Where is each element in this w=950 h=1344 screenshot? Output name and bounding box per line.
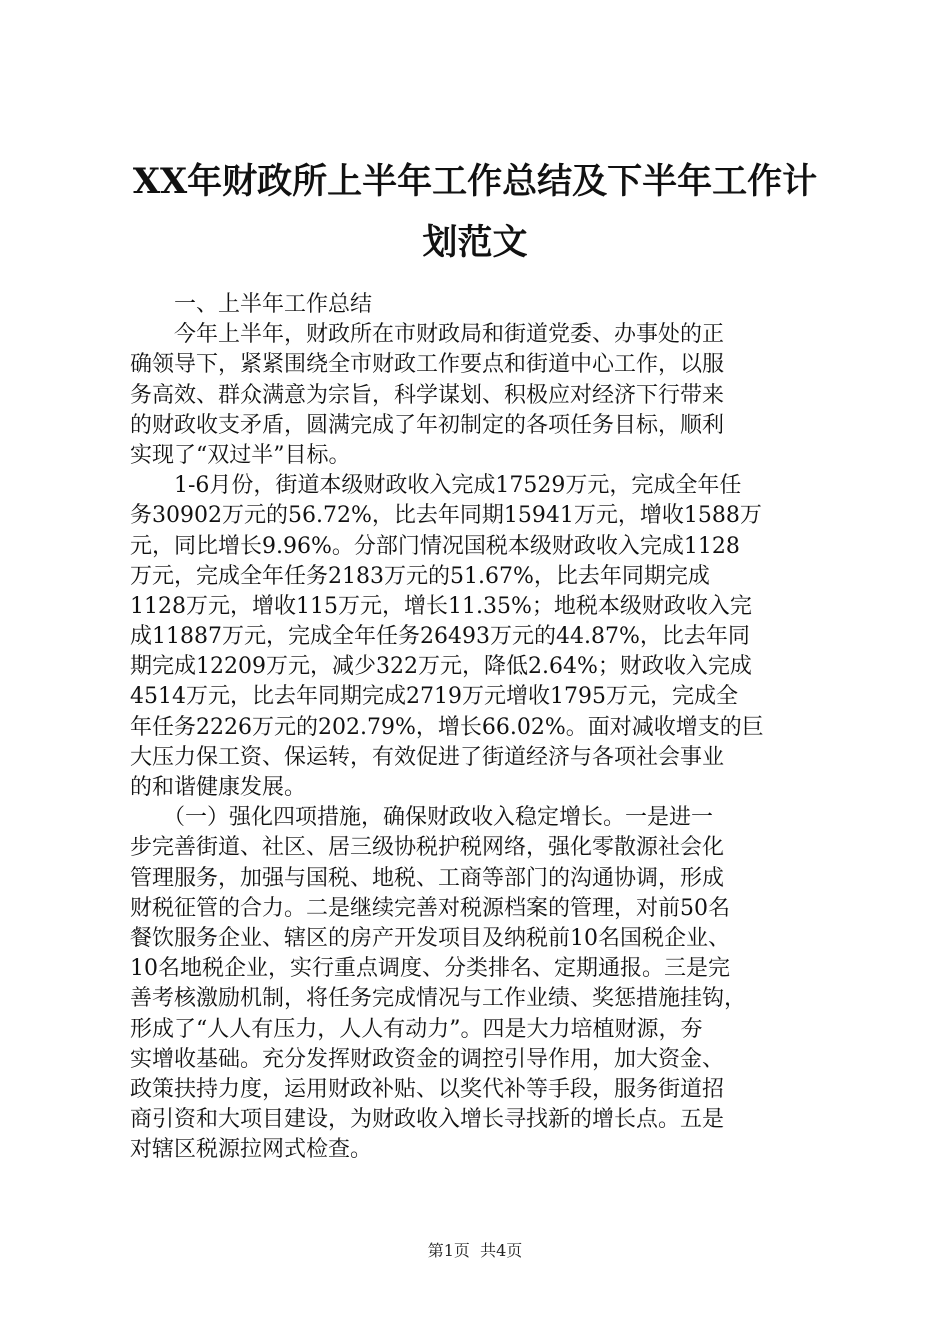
paragraph-line: 大压力保工资、保运转，有效促进了街道经济与各项社会事业 [130,744,725,770]
paragraph-line: 4514万元，比去年同期完成2719万元增收1795万元，完成全 [130,684,738,710]
paragraph-line: 10名地税企业，实行重点调度、分类排名、定期通报。三是完 [130,956,730,982]
paragraph-line: 务30902万元的56.72%，比去年同期15941万元，增收1588万 [130,503,762,529]
paragraph-line: 政策扶持力度，运用财政补贴、以奖代补等手段，服务街道招 [130,1076,725,1102]
paragraph-line: 步完善街道、社区、居三级协税护税网络，强化零散源社会化 [130,835,725,861]
paragraph-line: 务高效、群众满意为宗旨，科学谋划、积极应对经济下行带来 [130,382,725,408]
paragraph-line: 对辖区税源拉网式检查。 [130,1137,373,1163]
paragraph-line: 1128万元，增收115万元，增长11.35%；地税本级财政收入完 [130,593,752,619]
document-body [130,290,835,1165]
page-total: 共4页 [480,1241,523,1260]
paragraph-line: 1-6月份，街道本级财政收入完成17529万元，完成全年任 [130,473,742,499]
paragraph-line: 实增收基础。充分发挥财政资金的调控引导作用，加大资金、 [130,1046,725,1072]
paragraph-line: 善考核激励机制，将任务完成情况与工作业绩、奖惩措施挂钩， [130,986,747,1012]
paragraph-line: 财税征管的合力。二是继续完善对税源档案的管理，对前50名 [130,895,730,921]
page-footer [0,1241,950,1261]
page-number: 第1页 [427,1241,470,1260]
section-heading: 一、上半年工作总结 [130,292,373,317]
paragraph-line: 的财政收支矛盾，圆满完成了年初制定的各项任务目标，顺利 [130,412,725,438]
paragraph-line: 成11887万元，完成全年任务26493万元的44.87%，比去年同 [130,624,750,650]
paragraph-line: 管理服务，加强与国税、地税、工商等部门的沟通协调，形成 [130,865,725,891]
paragraph-line: 确领导下，紧紧围绕全市财政工作要点和街道中心工作，以服 [130,352,725,378]
paragraph-line: 餐饮服务企业、辖区的房产开发项目及纳税前10名国税企业、 [130,925,730,951]
paragraph-line: 实现了“双过半”目标。 [130,442,351,468]
document-title-line-2: 划范文 [422,222,528,263]
paragraph-line: （一）强化四项措施，确保财政收入稳定增长。一是进一 [130,805,714,831]
paragraph-line: 形成了“人人有压力，人人有动力”。四是大力培植财源，夯 [130,1016,703,1042]
paragraph-line: 年任务2226万元的202.79%，增长66.02%。面对减收增支的巨 [130,714,764,740]
paragraph-line: 今年上半年，财政所在市财政局和街道党委、办事处的正 [130,322,725,348]
paragraph-line: 商引资和大项目建设，为财政收入增长寻找新的增长点。五是 [130,1107,725,1133]
paragraph-line: 万元，完成全年任务2183万元的51.67%，比去年同期完成 [130,563,710,589]
document-title-line-1: XX年财政所上半年工作总结及下半年工作计 [132,161,818,202]
paragraph-line: 的和谐健康发展。 [130,775,307,800]
paragraph-line: 期完成12209万元，减少322万元，降低2.64%；财政收入完成 [130,654,752,680]
paragraph-line: 元，同比增长9.96%。分部门情况国税本级财政收入完成1128 [130,533,740,559]
